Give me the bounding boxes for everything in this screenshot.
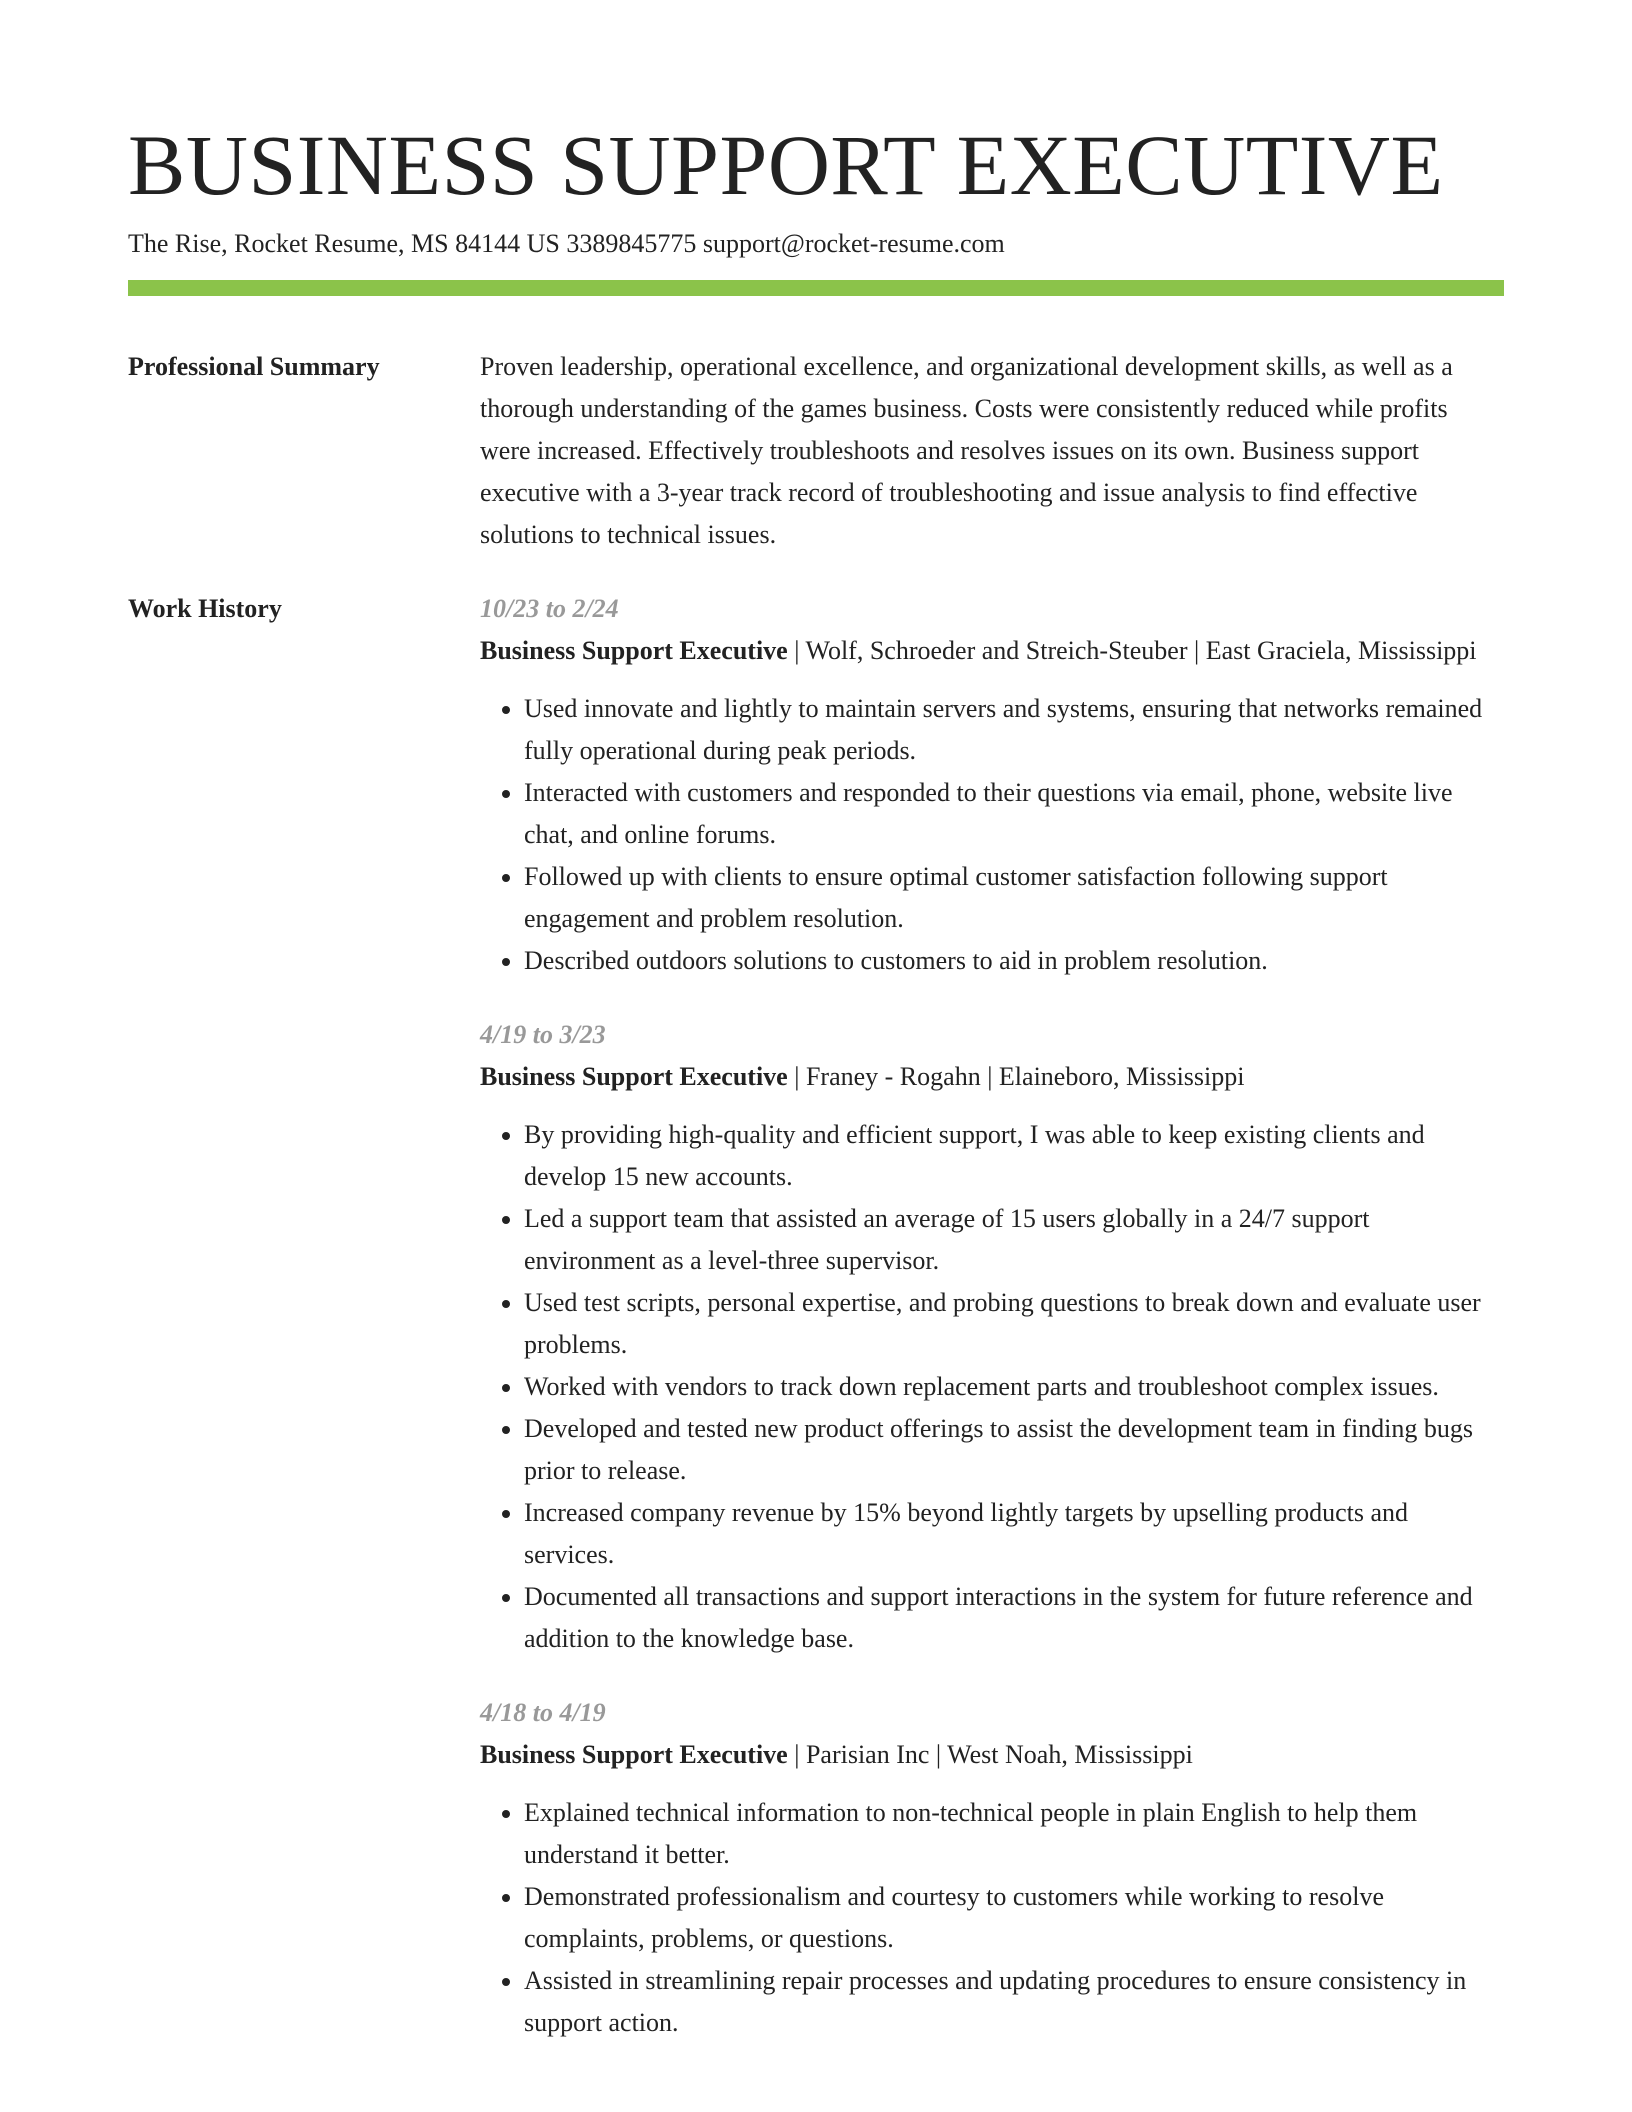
job-separator: |	[787, 1740, 806, 1770]
job-heading	[480, 630, 1504, 672]
job-title: Business Support Executive	[480, 1062, 788, 1092]
summary-text: Proven leadership, operational excellence, and organizational development skills, as well as a thorough understanding of the games business. Costs were consistently reduced while profits were increased. Effectively troubleshoots and resolves issues on its own. Business support executive with a 3-year track record of troubleshooting and issue analysis to find effective solutions to technical issues.	[480, 352, 1453, 550]
work-history-body	[480, 588, 1504, 2076]
job-bullet-list	[480, 1792, 1504, 2044]
job-title: Business Support Executive	[480, 1740, 788, 1770]
job-separator: |	[980, 1062, 999, 1092]
job-bullet: • By providing high-quality and efficient support, I was able to keep existing clients and develop 15 new accounts.	[524, 1114, 1504, 1198]
work-history-section	[128, 588, 1504, 2076]
job-company: Franey - Rogahn	[805, 1062, 981, 1092]
job-title: Business Support Executive	[480, 636, 788, 666]
job-entry	[480, 1014, 1504, 1660]
job-entry	[480, 588, 1504, 982]
resume-name: BUSINESS SUPPORT EXECUTIVE	[128, 117, 1444, 213]
job-company: Wolf, Schroeder and Streich-Steuber	[805, 636, 1188, 666]
job-bullet: • Described outdoors solutions to customers to aid in problem resolution.	[524, 940, 1504, 982]
job-dates: 4/19 to 3/23	[480, 1020, 606, 1050]
job-bullet: • Used innovate and lightly to maintain servers and systems, ensuring that networks remained fully operational during peak periods.	[524, 688, 1504, 772]
job-entry	[480, 1692, 1504, 2044]
job-location: Elaineboro, Mississippi	[998, 1062, 1245, 1092]
job-company: Parisian Inc	[805, 1740, 930, 1770]
job-bullet: • Demonstrated professionalism and courtesy to customers while working to resolve complaints, problems, or questions.	[524, 1876, 1504, 1960]
job-bullet-list	[480, 1114, 1504, 1660]
job-separator: |	[787, 636, 806, 666]
job-separator: |	[1187, 636, 1206, 666]
job-bullet: • Assisted in streamlining repair processes and updating procedures to ensure consistency in support action.	[524, 1960, 1504, 2044]
job-bullet: • Explained technical information to non-technical people in plain English to help them understand it better.	[524, 1792, 1504, 1876]
summary-section	[128, 346, 1504, 556]
job-location: East Graciela, Mississippi	[1205, 636, 1477, 666]
job-separator: |	[787, 1062, 806, 1092]
job-bullet: • Led a support team that assisted an average of 15 users globally in a 24/7 support environment as a level-three supervisor.	[524, 1198, 1504, 1282]
job-bullet: • Documented all transactions and support interactions in the system for future reference and addition to the knowledge base.	[524, 1576, 1504, 1660]
job-heading	[480, 1734, 1504, 1776]
summary-label: Professional Summary	[128, 352, 380, 382]
job-bullet: • Increased company revenue by 15% beyond lightly targets by upselling products and services.	[524, 1492, 1504, 1576]
job-dates: 10/23 to 2/24	[480, 594, 619, 624]
job-dates: 4/18 to 4/19	[480, 1698, 606, 1728]
job-bullet: • Interacted with customers and responded to their questions via email, phone, website live chat, and online forums.	[524, 772, 1504, 856]
job-bullet: • Worked with vendors to track down replacement parts and troubleshoot complex issues.	[524, 1366, 1504, 1408]
job-heading	[480, 1056, 1504, 1098]
job-bullet: • Used test scripts, personal expertise, and probing questions to break down and evaluate user problems.	[524, 1282, 1504, 1366]
contact-line: The Rise, Rocket Resume, MS 84144 US 3389845775 support@rocket-resume.com	[128, 228, 1005, 258]
job-location: West Noah, Mississippi	[947, 1740, 1193, 1770]
job-bullet: • Developed and tested new product offerings to assist the development team in finding bugs prior to release.	[524, 1408, 1504, 1492]
job-bullet: • Followed up with clients to ensure optimal customer satisfaction following support engagement and problem resolution.	[524, 856, 1504, 940]
work-history-label: Work History	[128, 594, 282, 624]
job-bullet-list	[480, 688, 1504, 982]
accent-divider	[128, 280, 1504, 296]
resume-page	[128, 118, 1504, 2076]
job-separator: |	[929, 1740, 948, 1770]
